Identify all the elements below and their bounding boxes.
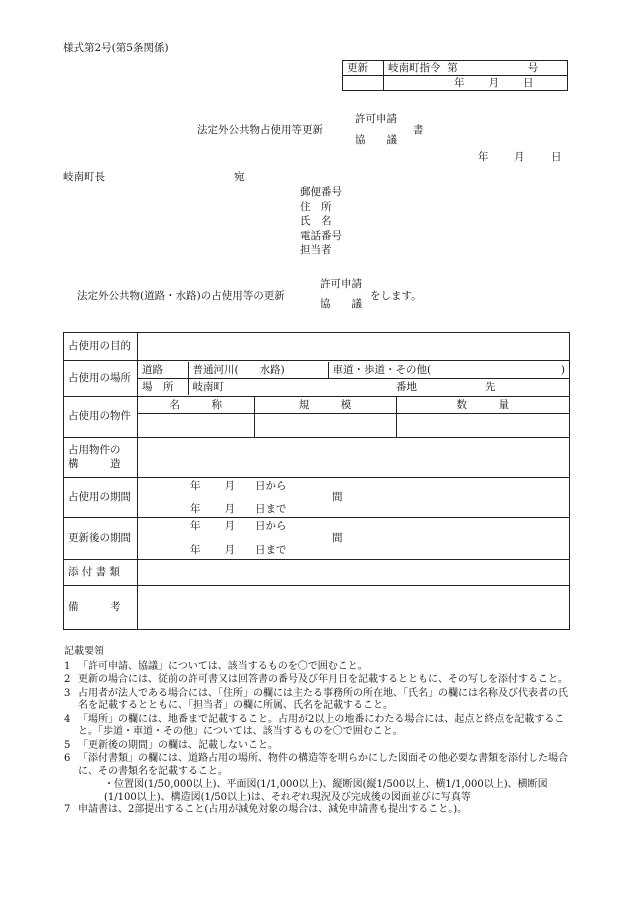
addressee-name: 岐南町長 (63, 171, 105, 183)
application-table (63, 332, 570, 630)
date-year: 年 (478, 151, 489, 163)
attachments-label: 添 付 書 類 (64, 559, 138, 585)
renewed-period-label: 更新後の期間 (64, 517, 138, 559)
phone-label: 電話番号 (300, 229, 342, 242)
note-item: 3 占用者が法人である場合には、「住所」の欄には主たる事務所の所在地、「氏名」の欄には名称及び代表者の氏名を記載するとともに、「担当者」の欄に所属、氏名を記載すること。 (64, 687, 568, 711)
statement-option-consult: 協 議 (320, 298, 362, 310)
permit-number: 岐南町指令 第 号 (384, 61, 568, 76)
permit-number-box (342, 60, 568, 91)
sidewalk-close: ) (560, 363, 565, 376)
statement-suffix: をします。 (370, 290, 422, 302)
renewed-period-value: 年 月 日から 間 年 月 日まで (138, 517, 570, 559)
note-item: 6 「添付書類」の欄には、道路占用の場所、物件の構造等を明らかにした図面その他必要な書類を添付した場合に、その書類名を記載すること。 (64, 753, 568, 777)
instructions-heading: 記載要領 (64, 646, 104, 657)
remarks-value (138, 585, 570, 629)
applicant-fields (300, 186, 342, 257)
purpose-value (138, 333, 570, 361)
renewed-period-kan: 間 (332, 531, 343, 544)
object-scale-header: 規 模 (254, 397, 396, 414)
object-quantity-cell (396, 414, 569, 437)
form-label: 様式第2号(第5条関係) (63, 42, 169, 54)
river-option: 普通河川( 水路) (188, 362, 328, 379)
note-sub-item: ・位置図(1/50,000以上)、平面図(1/1,000以上)、縦断図(縦1/500以上、横1/1,000以上)、横断図(1/100以上)、構造図(1/50以上)は、それぞれ現況及び完成後の図面並びに写真等 (104, 779, 548, 803)
note-item: 7 申請書は、2部提出すること(占用が減免対象の場合は、減免申請書も提出すること。)。 (64, 804, 468, 815)
name-label: 氏 名 (300, 215, 332, 228)
sidewalk-option: 車道・歩道・その他( (328, 362, 549, 379)
purpose-label: 占使用の目的 (64, 333, 138, 361)
statement-option-permit: 許可申請 (320, 278, 362, 290)
object-label: 占使用の物件 (64, 397, 138, 438)
place-label: 占使用の場所 (64, 361, 138, 397)
contact-person-label: 担当者 (300, 244, 332, 257)
structure-label: 占用物件の 構 造 (64, 437, 138, 477)
period-value: 年 月 日から 間 年 月 日まで (138, 477, 570, 517)
object-name-header: 名 称 (169, 398, 222, 411)
title-main: 法定外公共物占使用等更新 (197, 124, 323, 136)
period-kan: 間 (332, 490, 343, 503)
date-day: 日 (551, 151, 562, 163)
attachments-value (138, 559, 570, 585)
period-label: 占使用の期間 (64, 477, 138, 517)
title-option-consult: 協 議 (355, 134, 397, 146)
place-value (138, 361, 570, 397)
object-scale-cell (254, 414, 396, 437)
date-month: 月 (514, 151, 525, 163)
addressee-suffix: 宛 (234, 171, 245, 183)
note-item: 2 更新の場合には、従前の許可書又は回答書の番号及び年月日を記載するとともに、その写しを添付すること。 (64, 674, 568, 685)
note-item: 1 「許可申請、協議」については、該当するものを〇で囲むこと。 (64, 660, 368, 672)
place-sub-label: 場 所 (138, 379, 188, 396)
note-item: 4 「場所」の欄には、地番まで記載すること。占用が2以上の地番にわたる場合には、起点と終点を記載すること。「歩道・車道・その他」については、該当するものを〇で囲むこと。 (64, 713, 565, 737)
note-item: 5 「更新後の期間」の欄は、記載しないこと。 (64, 739, 278, 751)
place-address: 岐南町 番地 先 (188, 379, 569, 396)
object-quantity-header: 数 量 (396, 397, 569, 414)
object-name-cell (138, 414, 254, 437)
title-option-permit: 許可申請 (355, 113, 397, 125)
road-option: 道路 (142, 363, 163, 376)
permit-date: 年 月 日 (384, 76, 568, 91)
remarks-label: 備 考 (64, 585, 138, 629)
instructions (64, 646, 574, 818)
postal-code-label: 郵便番号 (300, 186, 342, 198)
address-label: 住 所 (300, 200, 332, 213)
object-value (138, 397, 570, 438)
title-suffix: 書 (413, 124, 424, 136)
renewal-label: 更新 (343, 61, 384, 76)
structure-value (138, 437, 570, 477)
statement-prefix: 法定外公共物(道路・水路)の占使用等の更新 (77, 290, 285, 302)
